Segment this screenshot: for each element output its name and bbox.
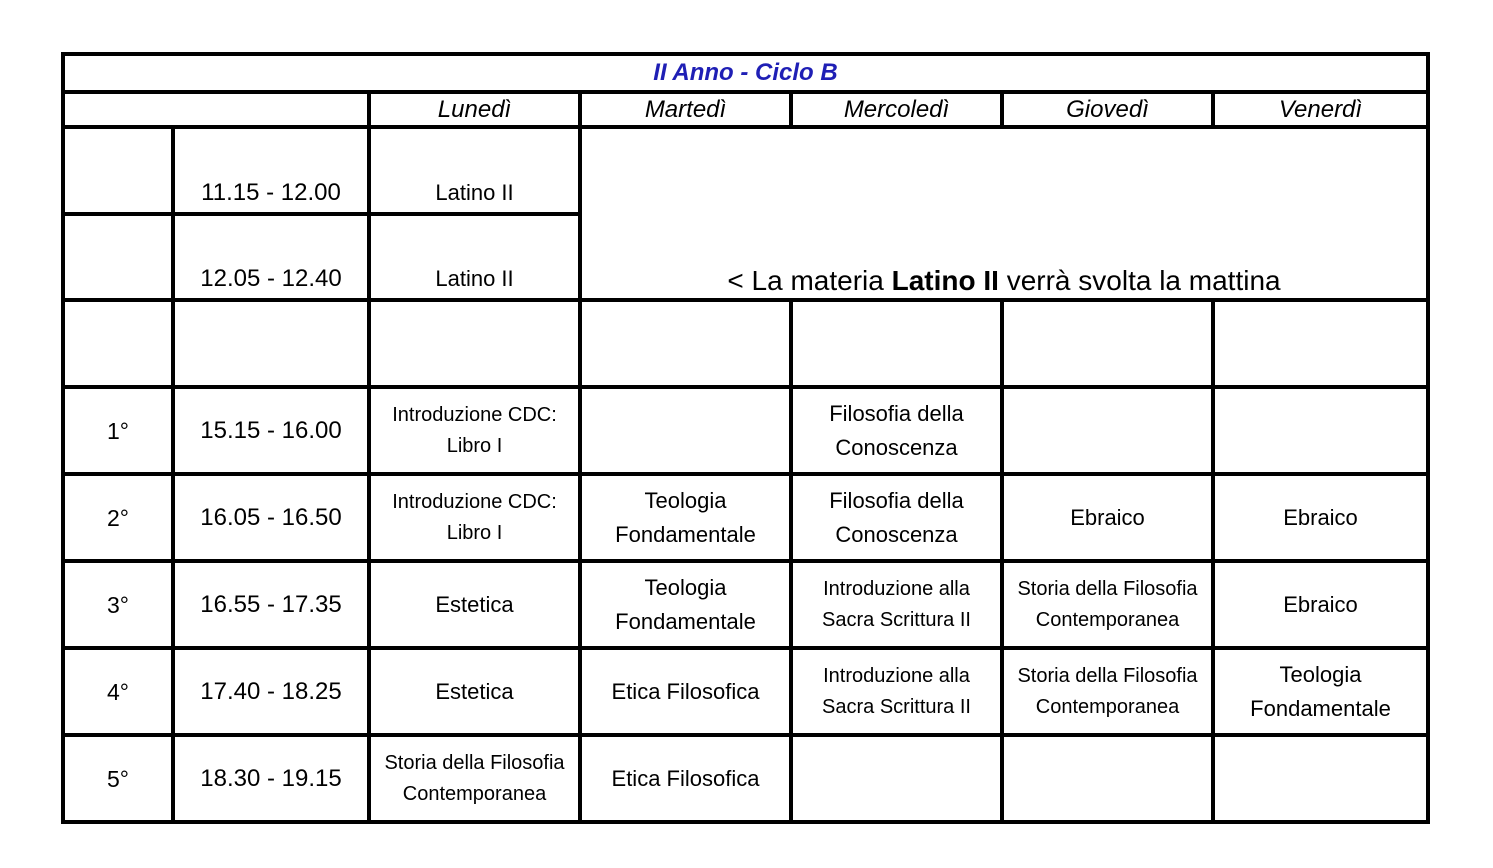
lesson-line: Fondamentale — [1250, 695, 1391, 721]
lesson-cell-wednesday — [791, 474, 1002, 561]
lesson-cell-friday — [1213, 561, 1428, 648]
lesson-cell-tuesday — [580, 561, 791, 648]
lesson-line: Storia della Filosofia — [384, 751, 565, 774]
lesson-row — [63, 735, 1428, 822]
lesson-cell-friday — [1213, 387, 1428, 474]
lesson-line: Sacra Scrittura II — [822, 695, 971, 718]
day-header-monday: Lunedì — [369, 92, 580, 127]
empty-cell — [369, 300, 580, 387]
lesson-line: Filosofia della — [829, 400, 964, 426]
period-cell — [63, 127, 173, 214]
lesson-row — [63, 648, 1428, 735]
schedule-table — [61, 52, 1430, 824]
time-cell: 12.05 - 12.40 — [173, 214, 369, 300]
lesson-cell-friday — [1213, 474, 1428, 561]
time-cell: 11.15 - 12.00 — [173, 127, 369, 214]
lesson-cell-tuesday — [580, 648, 791, 735]
lesson-cell-thursday — [1002, 735, 1213, 822]
lesson-line: Introduzione CDC: — [392, 403, 557, 426]
day-header-friday: Venerdì — [1213, 92, 1428, 127]
lesson-cell-thursday — [1002, 387, 1213, 474]
lesson-line: Fondamentale — [615, 608, 756, 634]
period-number: 2° — [63, 474, 173, 561]
morning-row — [63, 127, 1428, 214]
empty-cell — [580, 300, 791, 387]
lesson-cell-tuesday — [580, 474, 791, 561]
lesson-cell-monday — [369, 474, 580, 561]
lesson-line: Ebraico — [1283, 591, 1358, 617]
time-cell: 16.05 - 16.50 — [173, 474, 369, 561]
lesson-line: Libro I — [446, 521, 503, 544]
lesson-line: Conoscenza — [835, 434, 958, 460]
break-row — [63, 300, 1428, 387]
latin-note — [580, 127, 1428, 300]
lesson-row — [63, 474, 1428, 561]
time-cell: 18.30 - 19.15 — [173, 735, 369, 822]
time-cell: 15.15 - 16.00 — [173, 387, 369, 474]
lesson-row — [63, 561, 1428, 648]
day-header-tuesday: Martedì — [580, 92, 791, 127]
time-cell: 16.55 - 17.35 — [173, 561, 369, 648]
lesson-cell-thursday — [1002, 561, 1213, 648]
lesson-cell-monday — [369, 387, 580, 474]
lesson-line: Storia della Filosofia — [1017, 664, 1198, 687]
schedule-title: II Anno - Ciclo B — [63, 54, 1428, 92]
note-suffix: verrà svolta la mattina — [998, 265, 1281, 296]
lesson-cell: Latino II — [369, 214, 580, 300]
lesson-line: Sacra Scrittura II — [822, 608, 971, 631]
empty-cell — [1002, 300, 1213, 387]
period-number: 5° — [63, 735, 173, 822]
lesson-line: Introduzione alla — [823, 664, 970, 687]
period-number: 4° — [63, 648, 173, 735]
lesson-cell-wednesday — [791, 561, 1002, 648]
lesson-line: Filosofia della — [829, 487, 964, 513]
lesson-line: Contemporanea — [402, 782, 547, 805]
lesson-line: Etica Filosofica — [611, 678, 760, 704]
lesson-line: Introduzione alla — [823, 577, 970, 600]
lesson-line: Etica Filosofica — [611, 765, 760, 791]
lesson-cell-wednesday — [791, 387, 1002, 474]
lesson-cell-friday — [1213, 648, 1428, 735]
lesson-cell-wednesday — [791, 648, 1002, 735]
lesson-cell-thursday — [1002, 648, 1213, 735]
lesson-line: Contemporanea — [1035, 695, 1180, 718]
lesson-line: Introduzione CDC: — [392, 490, 557, 513]
lesson-line: Conoscenza — [835, 521, 958, 547]
lesson-line: Estetica — [435, 678, 514, 704]
day-header-thursday: Giovedì — [1002, 92, 1213, 127]
lesson-line: Teologia — [644, 574, 727, 600]
empty-cell — [173, 300, 369, 387]
empty-cell — [63, 300, 173, 387]
lesson-cell: Latino II — [369, 127, 580, 214]
lesson-cell-monday — [369, 735, 580, 822]
lesson-line: Estetica — [435, 591, 514, 617]
lesson-line: Ebraico — [1070, 504, 1145, 530]
lesson-cell-tuesday — [580, 735, 791, 822]
note-subject: Latino II — [891, 265, 999, 296]
days-header-row — [63, 92, 1428, 127]
lesson-cell-monday — [369, 561, 580, 648]
period-cell — [63, 214, 173, 300]
empty-cell — [791, 300, 1002, 387]
lesson-cell-friday — [1213, 735, 1428, 822]
lesson-cell-monday — [369, 648, 580, 735]
day-header-wednesday: Mercoledì — [791, 92, 1002, 127]
period-number: 3° — [63, 561, 173, 648]
period-number: 1° — [63, 387, 173, 474]
lesson-line: Ebraico — [1283, 504, 1358, 530]
time-cell: 17.40 - 18.25 — [173, 648, 369, 735]
note-prefix: < La materia — [727, 265, 892, 296]
lesson-line: Teologia — [644, 487, 727, 513]
lesson-row — [63, 387, 1428, 474]
lesson-line: Teologia — [1279, 661, 1362, 687]
lesson-cell-wednesday — [791, 735, 1002, 822]
lesson-cell-thursday — [1002, 474, 1213, 561]
lesson-line: Fondamentale — [615, 521, 756, 547]
lesson-line: Contemporanea — [1035, 608, 1180, 631]
lesson-cell-tuesday — [580, 387, 791, 474]
empty-cell — [1213, 300, 1428, 387]
lesson-line: Storia della Filosofia — [1017, 577, 1198, 600]
lesson-line: Libro I — [446, 434, 503, 457]
header-blank-cell — [63, 92, 369, 127]
